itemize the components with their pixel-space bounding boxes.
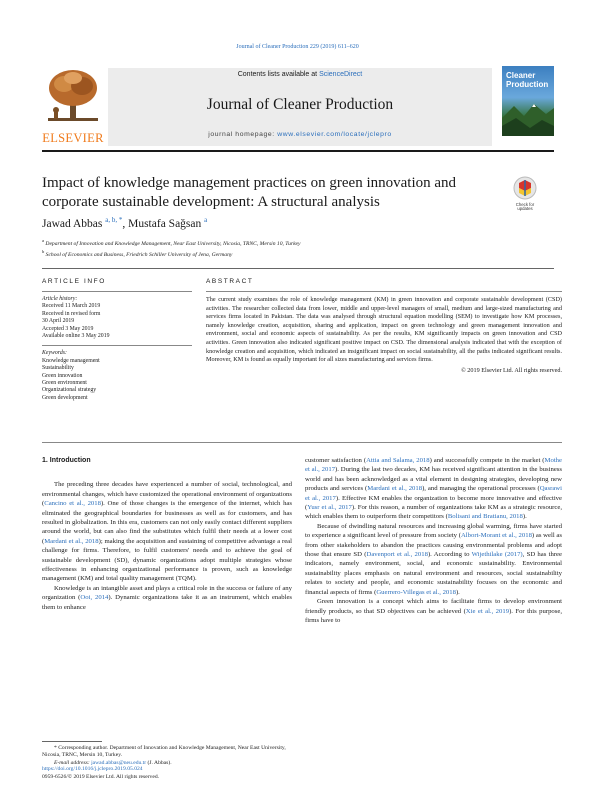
citation-link[interactable]: Mothe et al., 2017 bbox=[305, 457, 562, 474]
text-run: ). Effective KM enables the organization to become more innovative and effective ( bbox=[305, 494, 562, 512]
doi-block bbox=[42, 766, 159, 781]
article-info-panel bbox=[42, 278, 192, 402]
masthead bbox=[42, 58, 554, 146]
crossmark-icon bbox=[510, 176, 540, 202]
affiliation-mark: a bbox=[42, 238, 44, 243]
divider bbox=[206, 291, 562, 292]
elsevier-wordmark: ELSEVIER bbox=[42, 131, 104, 145]
body-column-left bbox=[42, 456, 292, 612]
text-run: ). During the last two decades, KM has received significant attention in the business world and has been acknowledged as a vital element in designing strategies, developing new products and services ( bbox=[305, 466, 563, 493]
text-run: ). According to bbox=[427, 551, 472, 559]
crossmark-label-line-1: Check for bbox=[515, 201, 535, 207]
body-paragraph bbox=[42, 584, 292, 612]
article-title: Impact of knowledge management practices on green innovation and corporate sustainable development: A structural analysis bbox=[42, 175, 457, 210]
text-run: The preceding three decades have experienced a number of social, technological, and environmental changes, which have customized the operational environment of organizations ( bbox=[42, 481, 292, 508]
footnote bbox=[42, 745, 302, 767]
affiliation-a bbox=[42, 237, 542, 248]
keyword: Green innovation bbox=[42, 372, 83, 379]
section-heading-introduction: 1. Introduction bbox=[42, 457, 91, 464]
abstract-heading: ABSTRACT bbox=[206, 278, 254, 285]
citation-link[interactable]: Wijethilake (2017) bbox=[471, 551, 523, 559]
citation-link[interactable]: Bolisani and Bratianu, 2018 bbox=[447, 513, 523, 521]
author-name[interactable]: Mustafa Sağsan bbox=[128, 217, 202, 230]
journal-citation[interactable]: Journal of Cleaner Production 229 (2019) 611–620 bbox=[236, 44, 359, 50]
citation-link[interactable]: Mardani et al., 2018 bbox=[367, 485, 423, 493]
email-label: E-mail address: bbox=[54, 759, 92, 766]
keyword: Sustainability bbox=[42, 365, 74, 372]
issn-line: 0959-6526/© 2019 Elsevier Ltd. All rights reserved. bbox=[42, 773, 160, 780]
cover-title bbox=[506, 72, 548, 89]
email-suffix: (J. Abbas). bbox=[146, 759, 172, 766]
history-entry: Accepted 3 May 2019 bbox=[42, 325, 94, 332]
front-matter-rule bbox=[42, 268, 554, 269]
divider bbox=[42, 291, 192, 292]
history-entry: 30 April 2019 bbox=[42, 318, 75, 325]
elsevier-tree-icon bbox=[42, 66, 104, 124]
text-run: Green innovation is a concept which aims to facilitate firms to develop environment friendly products, so that SD objectives can be achieved ( bbox=[305, 598, 562, 615]
text-run: ); making the acquisition and sustaining of competitive advantage a real challenge for firms. Therefore, to fulfil customers' needs and to achieve the goal of sustainable development (SD), dynamic organizations adopt multiple strategies whose effectiveness in enhancing organizational performance is proven, such as knowledge management (KM) and total quality management (TQM). bbox=[42, 537, 292, 583]
citation-link[interactable]: Qasrawi et al., 2017 bbox=[305, 485, 562, 502]
keyword: Green development bbox=[42, 394, 88, 401]
body-paragraph bbox=[305, 597, 562, 625]
email-link[interactable]: jawad.abbas@neu.edu.tr bbox=[91, 759, 147, 766]
citation-link[interactable]: Cancino et al., 2018 bbox=[44, 500, 101, 508]
front-matter-end-rule bbox=[42, 442, 562, 443]
affiliation-text: Department of Innovation and Knowledge Management, Near East University, Nicosia, TRNC, Mersin 10, Turkey bbox=[45, 240, 301, 247]
abstract-text: The current study examines the role of knowledge management (KM) in green innovation and corporate sustainable development (CSD) activities. The researcher collected data from lower, middle and upper-level managers of small, medium and large-sized manufacturing and services firms located in Pakistan. The data was analysed through structural equation modelling (SEM) to investigate how KM processes, namely knowledge creation, acquisition, sharing and application, impact on green technology and green management innovation and environment, social and economic aspects of sustainability. As per the results, KM significantly impacts on green innovation and CSD activities. Green innovation also indicated significant positive impact on CSD. The dimensional analysis indicated that with the exception of knowledge creation and acquisition, which indicated an insignificant impact on social sustainability, all the paths indicated significant results. Moreover, KM is found as equally important for all sizes manufacturing and services firms. bbox=[206, 296, 562, 364]
text-run: ). For this purpose, firms have to bbox=[305, 607, 562, 624]
doi-link[interactable]: https://doi.org/10.1016/j.jclepro.2019.05.024 bbox=[42, 766, 143, 772]
citation-link[interactable]: Mardani et al., 2018 bbox=[44, 537, 99, 545]
corresponding-author-note: * Corresponding author. Department of Innovation and Knowledge Management, Near East University, Nicosia, TRNC, Mersin 10, Turkey. bbox=[42, 745, 286, 759]
journal-banner bbox=[108, 68, 492, 146]
author-list bbox=[42, 216, 207, 230]
homepage-prefix: journal homepage: bbox=[208, 131, 278, 138]
keyword: Organizational strategy bbox=[42, 387, 97, 394]
journal-cover-image[interactable] bbox=[502, 66, 554, 136]
citation-link[interactable]: Attia and Salama, 2018 bbox=[366, 457, 430, 464]
body-paragraph bbox=[305, 522, 562, 597]
crossmark-button[interactable] bbox=[510, 176, 540, 212]
abstract-copyright: © 2019 Elsevier Ltd. All rights reserved. bbox=[461, 366, 562, 374]
text-run: ). Dynamic organizations take it as an instrument, which enables them to enhance bbox=[42, 594, 293, 611]
author-name[interactable]: Jawad Abbas bbox=[42, 217, 103, 230]
crossmark-label bbox=[510, 203, 540, 212]
text-run: customer satisfaction ( bbox=[305, 457, 367, 464]
citation-link[interactable]: Xie et al., 2019 bbox=[465, 607, 510, 615]
keyword: Knowledge management bbox=[42, 357, 100, 364]
author-marks[interactable]: a, b, * bbox=[105, 216, 123, 224]
sciencedirect-link[interactable]: ScienceDirect bbox=[319, 71, 363, 78]
affiliation-b bbox=[42, 248, 542, 259]
cover-title-line-2: Production bbox=[506, 79, 549, 89]
citation-link[interactable]: Davenport et al., 2018 bbox=[366, 551, 428, 559]
citation-link[interactable]: Ooi, 2014 bbox=[80, 594, 109, 602]
author-marks[interactable]: a bbox=[204, 216, 208, 224]
text-run: ). bbox=[522, 513, 527, 521]
journal-homepage bbox=[108, 131, 492, 138]
divider bbox=[42, 345, 192, 346]
crossmark-label-line-2: updates bbox=[517, 206, 533, 212]
homepage-link[interactable]: www.elsevier.com/locate/jclepro bbox=[277, 131, 392, 138]
text-run: ). For this reason, a number of organizations take KM as a strategic resource, which enables them to outperform their competitors ( bbox=[305, 504, 562, 521]
contents-line bbox=[108, 71, 492, 78]
affiliation-mark: b bbox=[42, 248, 45, 254]
body-paragraph bbox=[305, 456, 562, 522]
abstract-panel bbox=[206, 278, 562, 374]
text-run: Because of dwindling natural resources and increasing global warming, firms have started to experience a significant level of pressure from society ( bbox=[305, 522, 562, 540]
masthead-rule bbox=[42, 150, 554, 152]
history-entry: Available online 3 May 2019 bbox=[42, 333, 110, 340]
history-entry: Received in revised form bbox=[42, 310, 101, 317]
body-column-right bbox=[305, 456, 562, 625]
citation-link[interactable]: Yusr et al., 2017 bbox=[307, 504, 352, 512]
affiliations bbox=[42, 237, 542, 259]
text-run: ). One of those changes is the emergence of the internet, which has eliminated the geographical boundaries for businesses as well as for customers, and has resulted in globalization. In this era, customers can not only easily contact different suppliers around the world, but can also find the substitutes which fulfil their needs at a lower cost ( bbox=[42, 500, 292, 545]
text-run: ) and successfully compete in the market ( bbox=[429, 457, 545, 464]
citation-link[interactable]: Albort-Morant et al., 2018 bbox=[460, 532, 532, 540]
history-label: Article history: bbox=[42, 296, 78, 302]
author-separator: , bbox=[122, 217, 129, 230]
cover-landscape-icon bbox=[502, 98, 554, 136]
citation-link[interactable]: Guerrero-Villegas et al., 2018 bbox=[376, 588, 456, 596]
cover-title-line-1: Cleaner bbox=[506, 71, 536, 80]
text-run: Knowledge is an intangible asset and plays a critical role in the success or failure of any organization ( bbox=[42, 584, 292, 602]
history-entry: Received 11 March 2019 bbox=[42, 303, 101, 310]
contents-prefix: Contents lists available at bbox=[237, 71, 320, 78]
elsevier-logo bbox=[42, 66, 104, 146]
footnote-rule bbox=[42, 741, 102, 742]
keywords-label: Keywords: bbox=[42, 350, 67, 357]
journal-title: Journal of Cleaner Production bbox=[206, 96, 394, 113]
text-run: ). bbox=[455, 588, 460, 596]
keyword: Green environment bbox=[42, 380, 87, 387]
article-info-heading: ARTICLE INFO bbox=[42, 278, 106, 285]
text-run: ), and managing the operational processes ( bbox=[422, 485, 540, 493]
text-run: ) as well as from other stakeholders to abandon the practices causing environmental problems and adopt those that ensure SD ( bbox=[305, 532, 562, 559]
affiliation-text: School of Economics and Business, Friedrich Schiller University of Jena, Germany bbox=[45, 251, 233, 258]
body-paragraph bbox=[42, 480, 292, 583]
text-run: , SD has three indicators, namely environment, social, and economic sustainability. Environmental sustainability places emphasis on natural environment and resources, social sustainability relates to society and people, and economic sustainability focuses on the economic and financial aspects of firms ( bbox=[305, 551, 562, 596]
